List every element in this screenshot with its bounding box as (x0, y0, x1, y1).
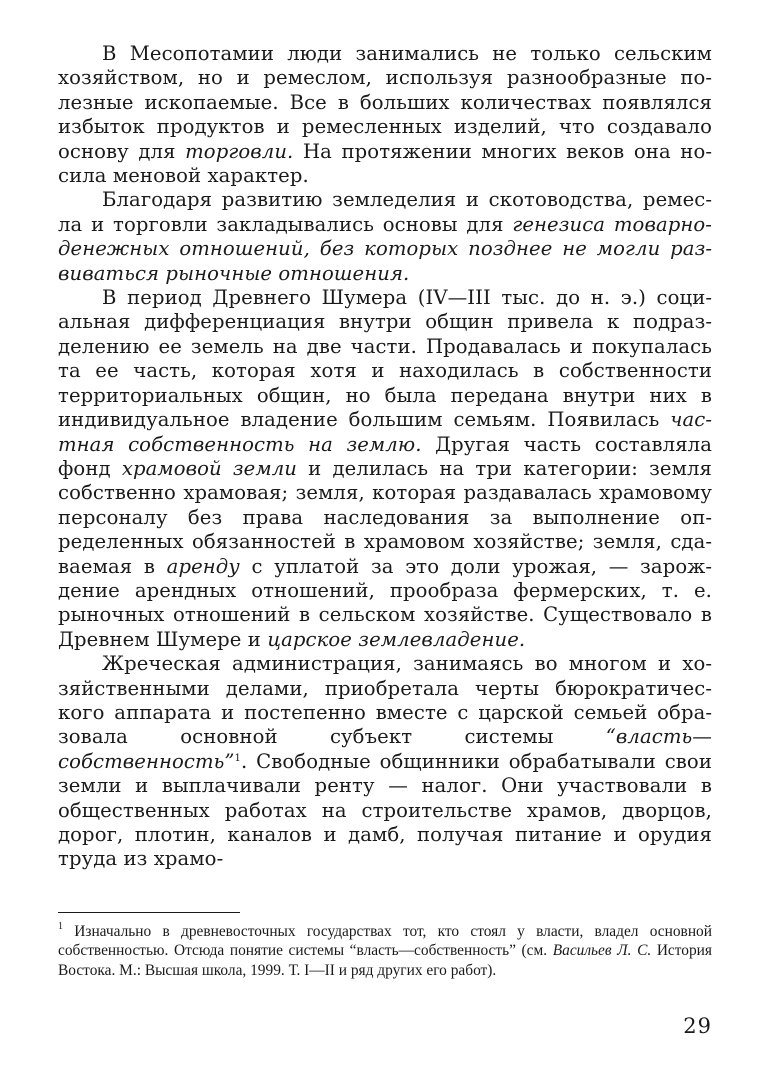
italic-term: храмовой земли (121, 456, 298, 480)
paragraph-4 (58, 652, 712, 872)
italic-term: аренду (166, 554, 240, 578)
italic-term: генезиса товарно-денежных отношений, без которых позднее не могли развиваться рыночные отношения. (58, 212, 712, 285)
paragraph-2 (58, 188, 712, 286)
footnote-marker: 1 (58, 921, 63, 932)
footnote-divider (58, 912, 240, 913)
footnote (58, 922, 712, 980)
footnote-marker: 1 (234, 752, 241, 764)
paragraph-1 (58, 42, 712, 188)
text-run: Благодаря развитию земледелия и скотоводства, ремесла и торговли закладывались основы для (58, 188, 712, 236)
text-run: Жреческая администрация, занимаясь во многом и хозяйственными делами, приобретала черты бюрократического аппарата и постепенно вместе с царской семьей образовала основной субъект системы (58, 652, 712, 749)
text-run: История Востока. М.: Высшая школа, 1999. Т. I—II и ряд других его работ). (58, 942, 712, 979)
italic-term: торговли. (185, 139, 294, 163)
text-run: с уплатой за это доли урожая, — зарождение арендных отношений, прообраза фермерских, т. е. рыночных отношений в сельском хозяйстве. Существовало в Древнем Шумере и (58, 554, 712, 651)
text-run: Другая часть составляла фонд (58, 432, 712, 480)
italic-term: “власть—собственность” (58, 725, 712, 773)
page-body (58, 42, 712, 872)
italic-term: частная собственность на землю. (58, 408, 712, 456)
italic-term: Васильев Л. С. (552, 942, 652, 960)
page-number: 29 (683, 1014, 712, 1038)
text-run: и делилась на три категории: земля собственно храмовая; земля, которая раздавалась храмовому персоналу без права наследования за выполнение определенных обязанностей в храмовом хозяйстве; земля, сдаваемая в (58, 456, 712, 578)
text-run: На протяжении многих веков она носила меновой характер. (58, 139, 712, 188)
text-run: Изначально в древневосточных государствах тот, кто стоял у власти, владел основной собственностью. Отсюда понятие системы “власть—собственность” (см. (58, 923, 712, 960)
paragraph-3 (58, 286, 712, 652)
text-run: . Свободные общинники обрабатывали свои земли и выплачивали ренту — налог. Они участвовали в общественных работах на строительстве храмов, дворцов, дорог, плотин, каналов и дамб, получая питание и орудия труда из храмо- (58, 749, 712, 871)
text-run: В Месопотамии люди занимались не только сельским хозяйством, но и ремеслом, используя разнообразные полезные ископаемые. Все в больших количествах появлялся избыток продуктов и ремесленных изделий, что создавало основу для (58, 42, 712, 163)
text-run: В период Древнего Шумера (IV—III тыс. до н. э.) социальная дифференциация внутри общин привела к подразделению ее земель на две части. Продавалась и покупалась та ее часть, которая хотя и находилась в собственности территориальных общин, но была передана внутри них в индивидуальное владение большим семьям. Появилась (58, 286, 712, 432)
italic-term: царское землевладение. (267, 627, 526, 651)
